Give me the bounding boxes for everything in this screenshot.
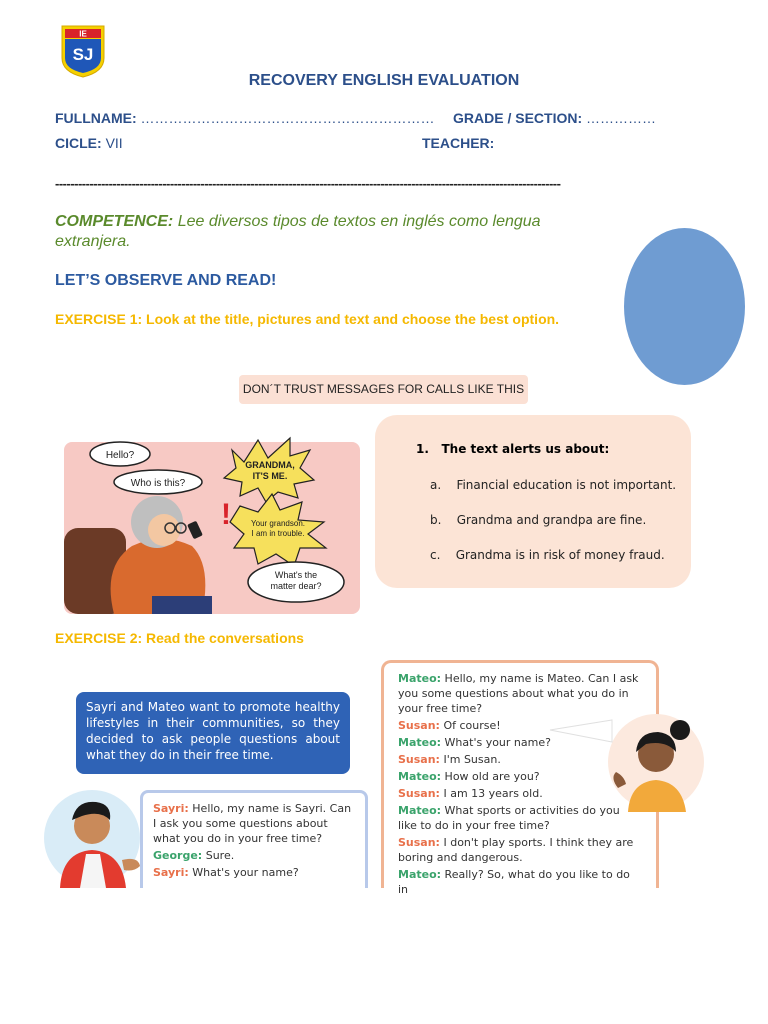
question-text: The text alerts us about: bbox=[441, 442, 610, 456]
chat-speaker: George: bbox=[153, 849, 203, 862]
chat-line bbox=[153, 801, 355, 846]
option-text: Grandma is in risk of money fraud. bbox=[455, 548, 665, 562]
chat-speaker: Mateo: bbox=[398, 736, 442, 749]
comic-bubble-who: Who is this? bbox=[130, 478, 186, 489]
chat-speaker: Susan: bbox=[398, 719, 440, 732]
chat-speaker: Sayri: bbox=[153, 866, 189, 879]
observe-heading: LET’S OBSERVE AND READ! bbox=[55, 272, 277, 289]
chat-text: What's your name? bbox=[188, 866, 299, 879]
logo-main-text: SJ bbox=[72, 45, 94, 64]
competence-text: Lee diversos tipos de textos en inglés como lengua extranjera. bbox=[55, 213, 541, 250]
option-letter: b. bbox=[430, 513, 442, 527]
option-letter: a. bbox=[430, 478, 442, 492]
chat-text: What sports or activities do you like to do in your free time? bbox=[398, 804, 620, 832]
comic-illustration bbox=[62, 436, 362, 614]
fullname-blank[interactable]: ……………………………………………………… bbox=[140, 110, 435, 126]
competence bbox=[55, 212, 615, 252]
comic-bubble-grandma: GRANDMA, bbox=[245, 460, 295, 470]
chat-text: I'm Susan. bbox=[439, 753, 501, 766]
comic-bubble-hello: Hello? bbox=[105, 450, 135, 461]
fullname-label: FULLNAME: bbox=[55, 110, 137, 126]
comic-bubble-grandson: Your grandson. bbox=[251, 519, 305, 528]
chat-line bbox=[153, 848, 355, 863]
chat-line bbox=[398, 671, 642, 716]
chat-text: What's your name? bbox=[441, 736, 551, 749]
chat-text: Hello, my name is Mateo. Can I ask you some questions about what you do in your free time? bbox=[398, 672, 639, 715]
exercise2-instruction: EXERCISE 2: Read the conversations bbox=[55, 630, 304, 646]
comic-bubble-itsme: IT'S ME. bbox=[252, 471, 288, 481]
comic-exclaim: ! bbox=[221, 498, 231, 531]
chat-speaker: Mateo: bbox=[398, 672, 442, 685]
question-number: 1. bbox=[416, 442, 429, 456]
chat-text: Hello, my name is Sayri. Can I ask you some questions about what you do in your free time? bbox=[153, 802, 352, 845]
chat-text: I am 13 years old. bbox=[439, 787, 543, 800]
chat-speaker: Mateo: bbox=[398, 868, 442, 881]
chat-text: How old are you? bbox=[441, 770, 540, 783]
speech-tail bbox=[550, 716, 620, 746]
school-logo bbox=[60, 24, 106, 78]
question-box bbox=[375, 415, 691, 588]
chat-text: Of course! bbox=[439, 719, 501, 732]
page-title: RECOVERY ENGLISH EVALUATION bbox=[248, 72, 520, 89]
boy-illustration bbox=[42, 788, 142, 888]
option-text: Financial education is not important. bbox=[456, 478, 677, 492]
decorative-oval bbox=[624, 228, 745, 385]
left-conversation bbox=[140, 790, 368, 888]
chat-line bbox=[153, 865, 355, 880]
chat-line bbox=[398, 835, 642, 865]
chat-speaker: Susan: bbox=[398, 836, 440, 849]
cicle-label: CICLE: bbox=[55, 135, 102, 151]
option-c[interactable] bbox=[430, 548, 665, 562]
comic-bubble-matter1: What's the bbox=[274, 570, 318, 580]
cicle-field bbox=[55, 135, 123, 151]
chat-speaker: Mateo: bbox=[398, 804, 442, 817]
teacher-label: TEACHER: bbox=[422, 135, 495, 151]
divider-line: ------------------------------------------------------------------------------------------------------------------------------------ bbox=[55, 176, 561, 191]
chat-text: Really? So, what do you like to do in bbox=[398, 868, 630, 896]
cicle-value: VII bbox=[105, 135, 123, 151]
logo-top-text: IE bbox=[79, 29, 87, 39]
option-a[interactable] bbox=[430, 478, 676, 492]
fullname-field bbox=[55, 110, 435, 126]
option-b[interactable] bbox=[430, 513, 646, 527]
chat-text: I don't play sports. I think they are boring and dangerous. bbox=[398, 836, 634, 864]
option-letter: c. bbox=[430, 548, 441, 562]
chat-text: Sure. bbox=[202, 849, 235, 862]
girl-illustration bbox=[606, 712, 706, 812]
grade-label: GRADE / SECTION: bbox=[453, 110, 583, 126]
comic-bubble-trouble: I am in trouble. bbox=[251, 529, 305, 538]
chat-speaker: Susan: bbox=[398, 753, 440, 766]
intro-box: Sayri and Mateo want to promote healthy lifestyles in their communities, so they decided to ask people questions about what they do in their free time. bbox=[76, 692, 350, 774]
chat-speaker: Sayri: bbox=[153, 802, 189, 815]
option-text: Grandma and grandpa are fine. bbox=[456, 513, 647, 527]
teacher-field bbox=[422, 135, 494, 151]
comic-bubble-matter2: matter dear? bbox=[270, 581, 322, 591]
alert-title-box: DON´T TRUST MESSAGES FOR CALLS LIKE THIS bbox=[239, 375, 528, 404]
question-title bbox=[416, 442, 609, 456]
competence-label: COMPETENCE: bbox=[55, 213, 174, 230]
chat-speaker: Mateo: bbox=[398, 770, 442, 783]
chat-speaker: Susan: bbox=[398, 787, 440, 800]
grade-blank[interactable]: …………… bbox=[586, 110, 657, 126]
grade-field bbox=[453, 110, 656, 126]
chat-line bbox=[398, 867, 642, 897]
exercise1-instruction: EXERCISE 1: Look at the title, pictures and text and choose the best option. bbox=[55, 311, 560, 327]
